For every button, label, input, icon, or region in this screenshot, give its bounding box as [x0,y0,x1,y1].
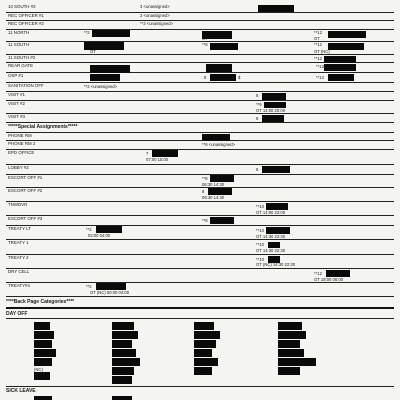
redaction-block [112,322,134,330]
ot-text: OT [202,36,208,41]
row-label: TNWDVR [8,202,28,207]
row-epd-office [6,150,394,165]
section-heading: *****Special Assignments***** [8,124,78,130]
row-rear-gate [6,63,394,73]
row-label: ESCORT OFF #1 [8,175,43,180]
redaction-block [262,166,290,173]
row-label: DRY CELL [8,269,30,274]
assignment-text: **8 <unassigned> [202,142,236,147]
section-divider [6,386,394,387]
redaction-block [328,43,364,50]
row-label: TREATY 2 [8,255,29,260]
redaction-block [112,340,132,348]
row-treaty-2 [6,255,394,269]
row-label: TREATY 1 [8,240,29,245]
assignment-text: **12 [316,64,324,69]
row-label: REAR GATE [8,63,34,68]
row-label: REC OFFICER #2 [8,21,44,26]
redaction-block [210,43,238,50]
time-text: 07:00 15:00 [146,157,169,162]
assignment-text: 3 <unassigned> [140,13,170,18]
time-text: 02:00 04:00 [88,233,111,238]
ot-time-text: OT 14:30 22:30 [256,234,286,239]
assignment-text: **10 [256,242,264,247]
redaction-block [112,331,138,339]
redaction-block [34,322,50,330]
row-label: PHONE RM 2 [8,141,36,146]
redaction-block [278,349,304,357]
row-10-south-2 [6,4,394,13]
redaction-block [278,367,300,375]
row-label: SANITATION OFF [8,83,44,88]
redaction-block [96,283,126,290]
redaction-block [90,65,130,73]
redaction-block [328,74,354,81]
dollar-text: $ [238,75,241,80]
row-label: TREATY#4 [8,283,30,288]
row-label: 11 SOUTH #2 [8,55,36,60]
row-label: 10 SOUTH #2 [8,4,36,9]
redaction-block [92,30,130,37]
redaction-block [34,331,54,339]
row-label: VISIT #2 [8,101,26,106]
assignment-text: **9 [256,102,262,107]
row-sanitation-off [6,83,394,92]
redaction-block [112,367,134,375]
row-label: REC OFFICER #1 [8,13,44,18]
row-rec-officer-2 [6,21,394,30]
redaction-block [206,64,232,72]
section-divider [6,318,394,319]
row-11-south-2 [6,55,394,63]
row-label: EPD OFFICE [8,150,35,155]
assignment-text: **3 <unassigned> [140,21,174,26]
row-osp-1 [6,73,394,83]
row-lobby-2 [6,165,394,175]
row-label: TREATY LT [8,226,31,231]
row-phone-rm-2 [6,141,394,150]
assignment-text: 3 <unassigned> [140,4,170,9]
ot-time-text: OT (NC) 00:00 04:00 [90,290,130,295]
redaction-block [194,367,212,375]
row-escort-off-2 [6,188,394,202]
assignment-text: 8 [256,116,259,121]
redaction-block [326,270,350,277]
assignment-text: **12 [314,42,322,47]
row-label: VISIT #3 [8,114,26,119]
section-day-off: DAY OFF [6,311,28,317]
row-11-south [6,42,394,55]
ot-time-text: OT 14:00 22:00 [256,210,286,215]
assignment-text: **2 <unassigned> [84,84,118,89]
redaction-block [34,396,52,400]
row-label: ESCORT OFF #2 [8,188,43,193]
row-dry-cell [6,269,394,283]
row-treaty-lt [6,226,394,240]
assignment-text: 7 [146,151,149,156]
row-label: ESCORT OFF #3 [8,216,43,221]
redaction-block [112,358,140,366]
redaction-block [328,31,366,38]
redaction-block [194,331,220,339]
redaction-block [194,322,214,330]
redaction-block [266,203,288,210]
row-escort-off-3 [6,216,394,226]
assignment-text: **10 [256,257,264,262]
redaction-block [194,349,212,357]
assignment-text: 8 [256,93,259,98]
assignment-text: **12 [314,30,322,35]
time-text: 06:30 14:30 [202,182,225,187]
assignment-text: **2 [84,30,90,35]
row-11-north [6,30,394,42]
ot-time-text: OT 18:00 06:00 [314,277,344,282]
row-treaty-4 [6,283,394,297]
ot-time-text: OT 14:00 20:00 [256,108,286,113]
row-label: OSP #1 [8,73,24,78]
redaction-block [34,358,52,366]
assignment-text: 8 [256,167,259,172]
redaction-block [202,134,230,141]
redaction-block [258,5,294,12]
redaction-block [210,217,234,224]
redaction-block [152,150,178,157]
redaction-block [262,93,286,100]
section-back-page-categories: ****Back Page Categories**** [6,299,75,305]
assignment-text: **2 [86,284,92,289]
row-visit-3 [6,114,394,123]
row-label: 11 NORTH [8,30,30,35]
ot-time-text: OT (NC) 14:30 22:30 [256,262,296,267]
section-sick-leave: SICK LEAVE [6,388,36,394]
assignment-text: **10 [256,204,264,209]
row-escort-off-1 [6,175,394,188]
redaction-block [194,358,218,366]
row-label: LOBBY #2 [8,165,29,170]
row-tnwdvr [6,202,394,216]
row-visit-1 [6,92,394,101]
row-label: 11 SOUTH [8,42,30,47]
redaction-block [96,226,122,233]
assignment-text: **12 [316,75,324,80]
section-special-assignments [6,123,394,133]
redaction-block [90,74,120,81]
assignment-text: 8 [204,75,207,80]
assignment-text: **12 [314,271,322,276]
redaction-block [278,340,300,348]
redaction-block [278,331,306,339]
nc-tag: (NC) [34,367,43,372]
redaction-block [324,56,356,63]
redaction-block [278,322,302,330]
row-label: VISIT #1 [8,92,26,97]
redaction-block [112,396,132,400]
assignment-text: **2 [86,227,92,232]
row-rec-officer-1 [6,13,394,21]
assignment-text: **8 [202,176,208,181]
redaction-block [112,349,136,357]
redaction-block [34,349,56,357]
row-phone-rm [6,133,394,141]
redaction-block [34,340,52,348]
assignment-text: 8 [202,189,205,194]
redaction-block [262,115,284,122]
ot-time-text: OT 14:30 22:30 [256,248,286,253]
redaction-block [112,376,132,384]
redaction-block [266,227,290,234]
assignment-text: **10 [256,228,264,233]
ot-text: OT [314,36,320,41]
row-visit-2 [6,101,394,114]
ot-text: OT (NC) [314,49,330,54]
assignment-text: **8 [202,218,208,223]
redaction-block [194,340,216,348]
ot-text: OT [90,49,96,54]
redaction-block [324,64,356,71]
redaction-block [278,358,316,366]
section-divider [6,307,394,309]
redaction-block [208,188,232,195]
redaction-block [34,372,50,380]
assignment-text: **12 [314,56,322,61]
row-label: PHONE RM [8,133,32,138]
redaction-block [210,175,234,182]
redaction-block [210,74,236,81]
assignment-text: **8 [202,42,208,47]
time-text: 06:30 14:30 [202,195,225,200]
row-treaty-1 [6,240,394,255]
